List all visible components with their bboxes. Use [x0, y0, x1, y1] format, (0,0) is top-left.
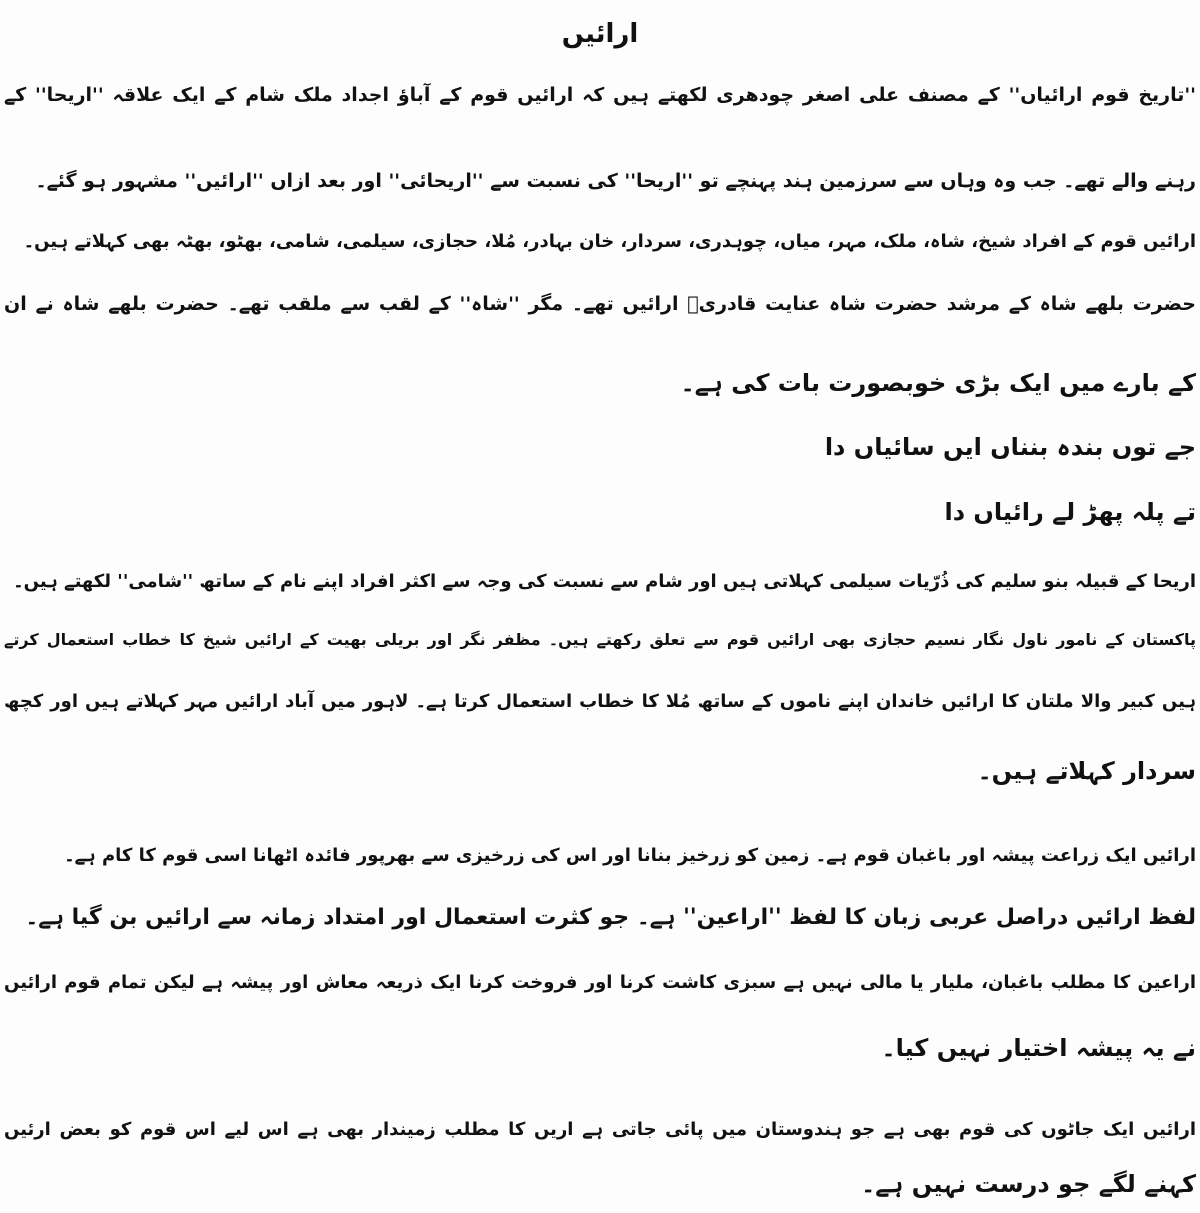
text-line: کے بارے میں ایک بڑی خوبصورت بات کی ہے۔: [680, 369, 1196, 397]
text-line: تے پلہ پھڑ لے رائیاں دا: [944, 498, 1196, 526]
text-line: نے یہ پیشہ اختیار نہیں کیا۔: [881, 1034, 1196, 1062]
text-line: ارائیں قوم کے افراد شیخ، شاہ، ملک، مہر، میاں، چوہدری، سردار، خان بہادر، مُلا، حجازی، سیلمی، شامی، بھٹو، بھٹہ بھی کہلاتے ہیں۔: [23, 231, 1196, 252]
document-title: ارائیں: [561, 19, 639, 49]
text-line: پاکستان کے نامور ناول نگار نسیم حجازی بھی ارائیں قوم سے تعلق رکھتے ہیں۔ مظفر نگر اور بریلی بھیت کے ارائیں شیخ کا خطاب استعمال کرتے: [4, 630, 1196, 649]
text-line: اریحا کے قبیلہ بنو سلیم کی ذُرّیات سیلمی کہلاتی ہیں اور شام سے نسبت کی وجہ سے اکثر افراد اپنے نام کے ساتھ ''شامی'' لکھتے ہیں۔: [13, 571, 1196, 592]
text-line: رہنے والے تھے۔ جب وہ وہاں سے سرزمین ہند پہنچے تو ''اریحا'' کی نسبت سے ''اریحائی'' اور بعد ازاں ''ارائیں'' مشہور ہو گئے۔: [35, 170, 1196, 192]
text-line: ارائیں ایک زراعت پیشہ اور باغبان قوم ہے۔ زمین کو زرخیز بنانا اور اس کی زرخیزی سے بھرپور فائدہ اٹھانا اسی قوم کا کام ہے۔: [64, 845, 1196, 866]
text-line: جے توں بندہ بنناں ایں سائیاں دا: [824, 433, 1196, 461]
text-line: کہنے لگے جو درست نہیں ہے۔: [861, 1170, 1196, 1198]
text-line: اراعین کا مطلب باغبان، ملیار یا مالی نہیں ہے سبزی کاشت کرنا اور فروخت کرنا ایک ذریعہ معاش اور پیشہ ہے لیکن تمام قوم ارائیں: [4, 972, 1196, 993]
text-line: ارائیں ایک جاٹوں کی قوم بھی ہے جو ہندوستان میں پائی جاتی ہے اریں کا مطلب زمیندار بھی ہے اس لیے اس قوم کو بعض ارئیں: [4, 1119, 1196, 1140]
text-line: لفظ ارائیں دراصل عربی زبان کا لفظ ''اراعین'' ہے۔ جو کثرت استعمال اور امتداد زمانہ سے ارائیں بن گیا ہے۔: [25, 905, 1196, 930]
text-line: ''تاریخ قوم ارائیاں'' کے مصنف علی اصغر چودھری لکھتے ہیں کہ ارائیں قوم کے آباؤ اجداد ملک شام کے ایک علاقہ ''اریحا'' کے: [4, 84, 1196, 106]
text-line: حضرت بلھے شاہ کے مرشد حضرت شاہ عنایت قادریؒ ارائیں تھے۔ مگر ''شاہ'' کے لقب سے ملقب تھے۔ حضرت بلھے شاہ نے ان: [4, 293, 1196, 315]
text-line: سردار کہلاتے ہیں۔: [977, 757, 1196, 785]
text-line: ہیں کبیر والا ملتان کا ارائیں خاندان اپنے ناموں کے ساتھ مُلا کا خطاب استعمال کرتا ہے۔ لاہور میں آباد ارائیں مہر کہلاتے ہیں اور کچھ: [4, 691, 1196, 712]
